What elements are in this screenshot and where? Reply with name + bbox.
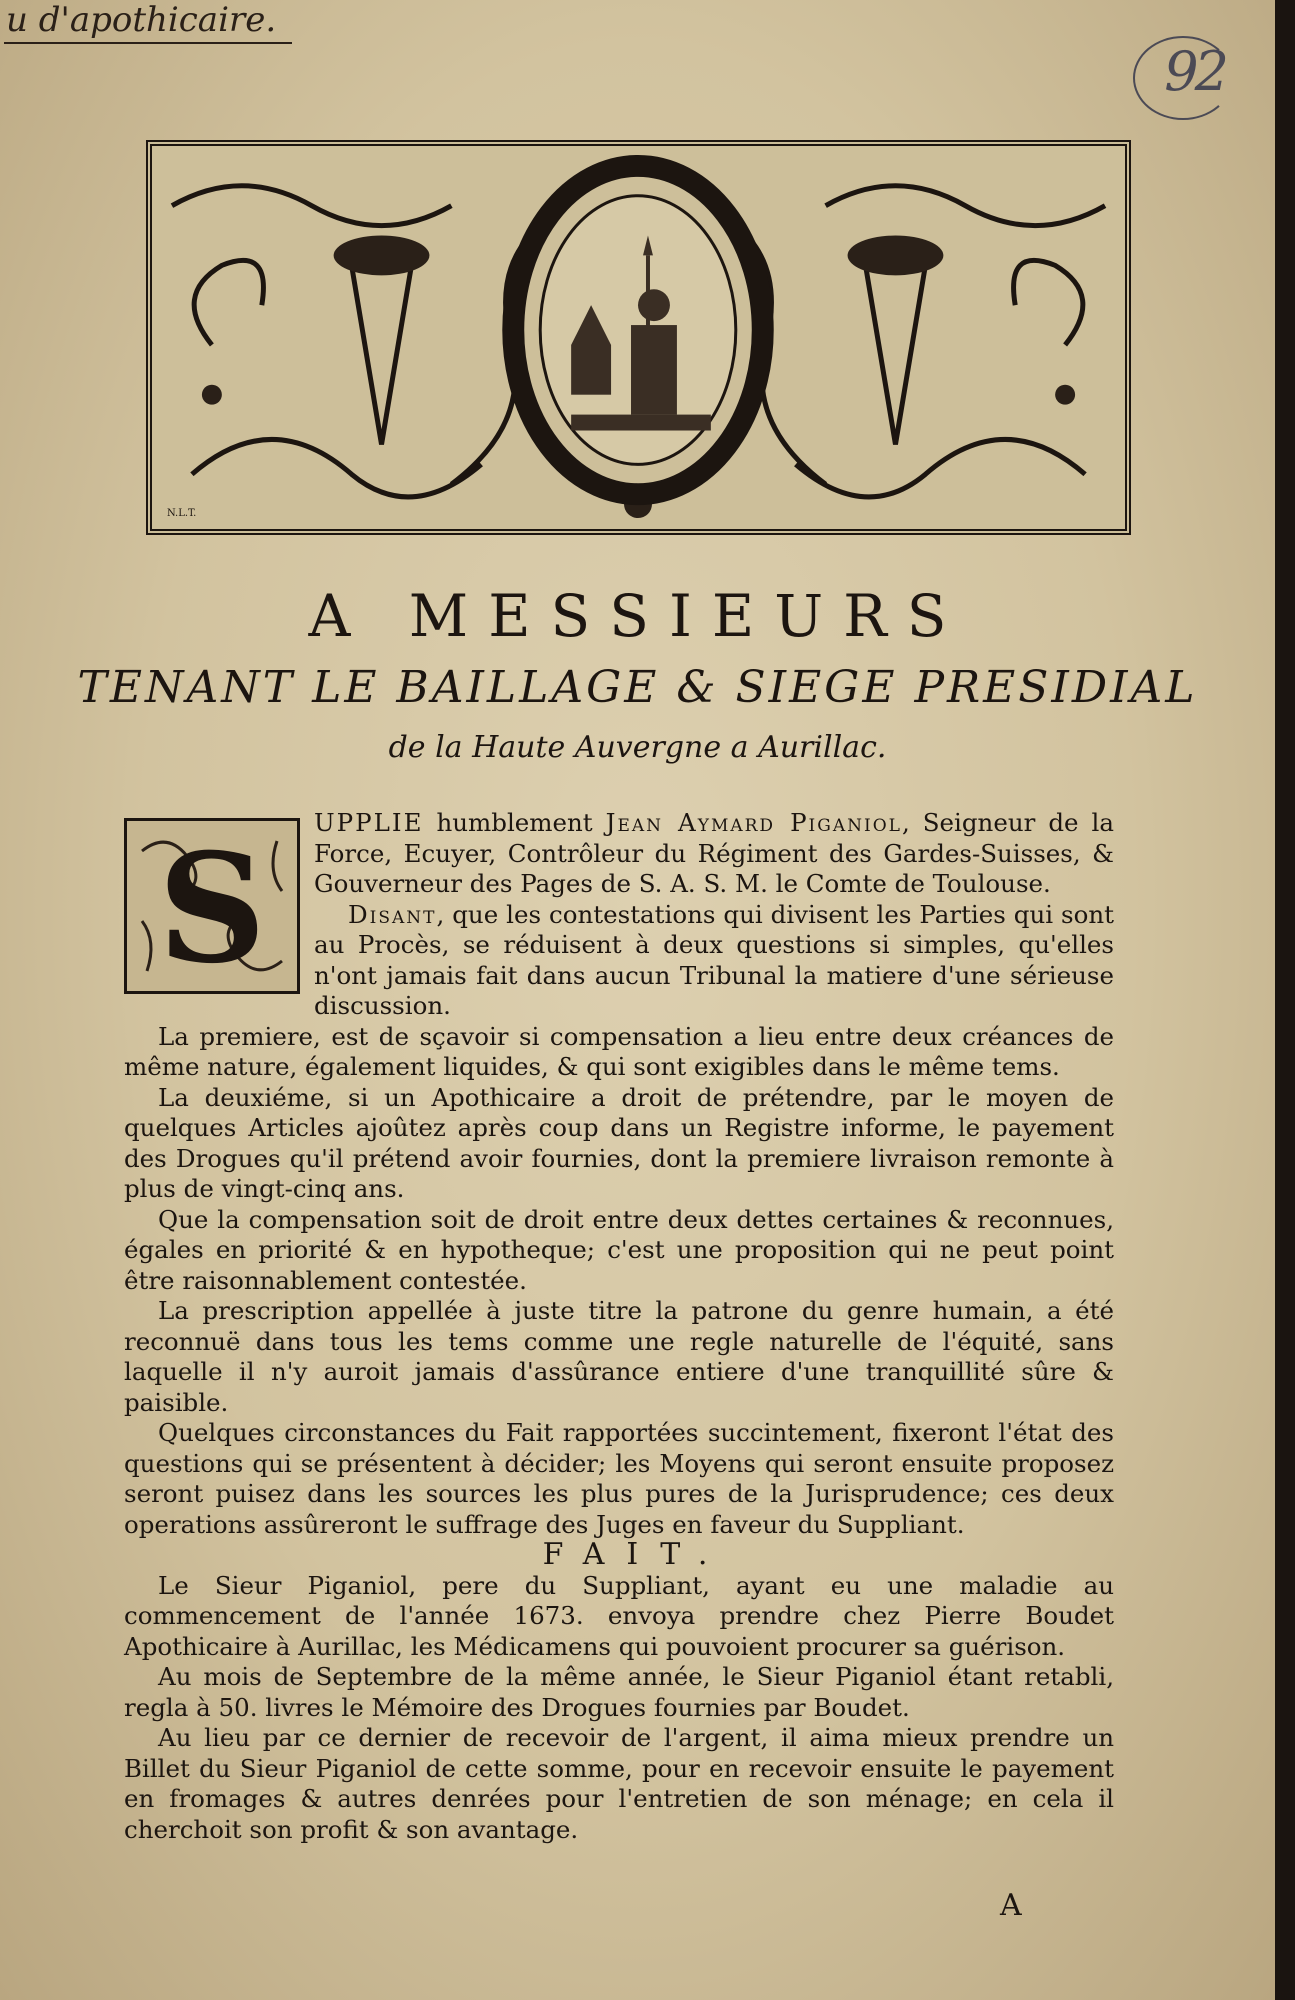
dropcap-letter: S <box>157 821 267 991</box>
title-main: A MESSIEURS <box>308 582 967 650</box>
headpiece-ornament-icon <box>152 146 1125 529</box>
paragraph-premiere: La premiere, est de sçavoir si compensation a lieu entre deux créances de même nature, également liquides, & qui sont exigibles dans le même tems. <box>124 1021 1114 1081</box>
heading-fait: FAIT. <box>542 1537 730 1572</box>
paragraph-fait-3: Au lieu par ce dernier de recevoir de l'argent, il aima mieux prendre un Billet du Sieur Piganiol de cette somme, pour en recevoir ensuite le payement en fromages & autres denrées pour l'entretien de son ménage; en cela il cherchoit son profit & son avantage. <box>124 1723 1114 1844</box>
paragraph-compensation: Que la compensation soit de droit entre deux dettes certaines & reconnues, égales en priorité & en hypotheque; c'est une proposition qui ne peut point être raisonnablement contestée. <box>124 1204 1114 1295</box>
document-body <box>124 808 1114 1845</box>
paragraph-fait-1: Le Sieur Piganiol, pere du Suppliant, ayant eu une maladie au commencement de l'année 1673. envoya prendre chez Pierre Boudet Apothicaire à Aurillac, les Médicamens qui pouvoient procurer sa guérison. <box>124 1570 1114 1661</box>
engraver-mark: N.L.T. <box>166 508 197 520</box>
handwritten-margin-note: u d'apothicaire. <box>4 0 292 44</box>
paragraph-fait-2: Au mois de Septembre de la même année, le Sieur Piganiol étant retabli, regla à 50. livres le Mémoire des Drogues fournies par Boudet. <box>124 1662 1114 1722</box>
folio-number: 92 <box>1164 40 1225 103</box>
paragraph-deuxieme: La deuxiéme, si un Apothicaire a droit de prétendre, par le moyen de quelques Articles ajoûtez après coup dans un Registre informe, le payement des Drogues qu'il prétend avoir fournies, dont la premiere livraison remonte à plus de vingt-cinq ans. <box>124 1082 1114 1203</box>
title-place: de la Haute Auvergne a Aurillac. <box>388 730 887 765</box>
title-sub: TENANT LE BAILLAGE & SIEGE PRESIDIAL <box>77 662 1198 713</box>
paragraph-prescription: La prescription appellée à juste titre la patrone du genre humain, a été reconnuë dans tous les tems comme une regle naturelle de l'équité, sans laquelle il n'y auroit jamais d'assûrance entiere d'une tranquillité sûre & paisible. <box>124 1296 1114 1417</box>
catchword-signature: A <box>1000 1888 1022 1923</box>
paragraph-disant: Disant, que les contestations qui divisent les Parties qui sont au Procès, se réduisent à deux questions si simples, qu'elles n'ont jamais fait dans aucun Tribunal la matiere d'une sérieuse discussion. <box>314 899 1114 1020</box>
paragraph-suppliant: UPPLIE humblement Jean Aymard Piganiol, Seigneur de la Force, Ecuyer, Contrôleur du Régiment des Gardes-Suisses, & Gouverneur des Pages de S. A. S. M. le Comte de Toulouse. <box>314 808 1114 898</box>
paragraph-circonstances: Quelques circonstances du Fait rapportées succintement, fixeront l'état des questions qui se présentent à décider; les Moyens qui seront ensuite proposez seront puisez dans les sources les plus pures de la Jurisprudence; ces deux operations assûreront le suffrage des Juges en faveur du Suppliant. <box>124 1418 1114 1539</box>
ornamental-headpiece <box>146 140 1131 535</box>
